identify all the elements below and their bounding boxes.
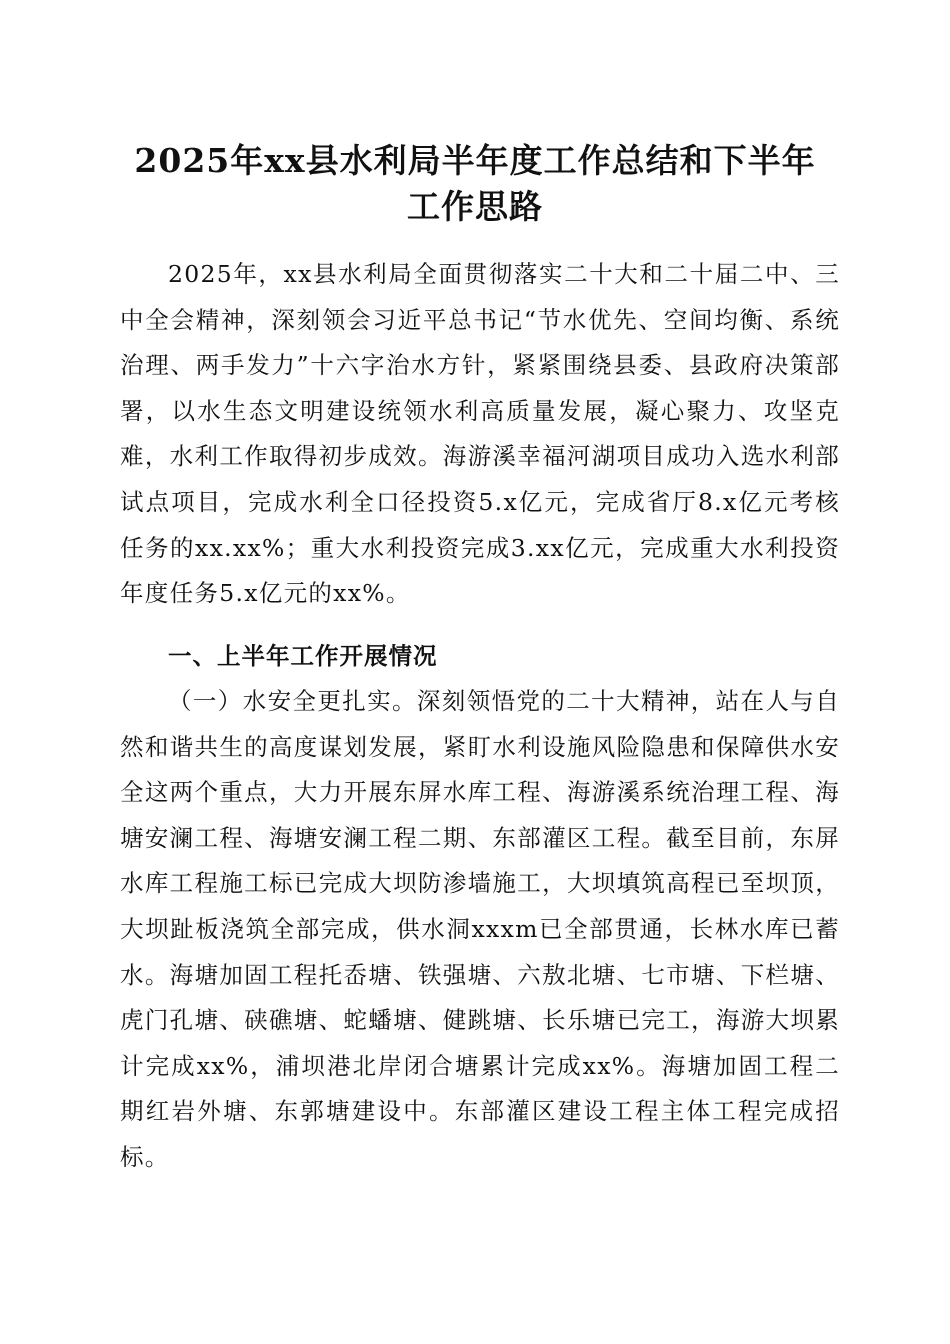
intro-paragraph: 2025年，xx县水利局全面贯彻落实二十大和二十届二中、三中全会精神，深刻领会习近平总书记“节水优先、空间均衡、系统治理、两手发力”十六字治水方针，紧紧围绕县委、县政府决策部署，以水生态文明建设统领水利高质量发展，凝心聚力、攻坚克难，水利工作取得初步成效。海游溪幸福河湖项目成功入选水利部试点项目，完成水利全口径投资5.x亿元，完成省厅8.x亿元考核任务的xx.xx%；重大水利投资完成3.xx亿元，完成重大水利投资年度任务5.x亿元的xx%。	[120, 260, 840, 608]
document-title-line-1: 2025年xx县水利局半年度工作总结和下半年	[134, 141, 816, 180]
document-title	[80, 138, 870, 230]
section-1-paragraph: （一）水安全更扎实。深刻领悟党的二十大精神，站在人与自然和谐共生的高度谋划发展，紧盯水利设施风险隐患和保障供水安全这两个重点，大力开展东屏水库工程、海游溪系统治理工程、海塘安澜工程、海塘安澜工程二期、东部灌区工程。截至目前，东屏水库工程施工标已完成大坝防渗墙施工，大坝填筑高程已至坝顶，大坝趾板浇筑全部完成，供水洞xxxm已全部贯通，长林水库已蓄水。海塘加固工程托岙塘、铁强塘、六敖北塘、七市塘、下栏塘、虎门孔塘、硖礁塘、蛇蟠塘、健跳塘、长乐塘已完工，海游大坝累计完成xx%，浦坝港北岸闭合塘累计完成xx%。海塘加固工程二期红岩外塘、东郭塘建设中。东部灌区建设工程主体工程完成招标。	[120, 687, 840, 1171]
section-1-heading: 一、上半年工作开展情况	[168, 642, 438, 670]
document-title-line-2: 工作思路	[407, 187, 543, 226]
